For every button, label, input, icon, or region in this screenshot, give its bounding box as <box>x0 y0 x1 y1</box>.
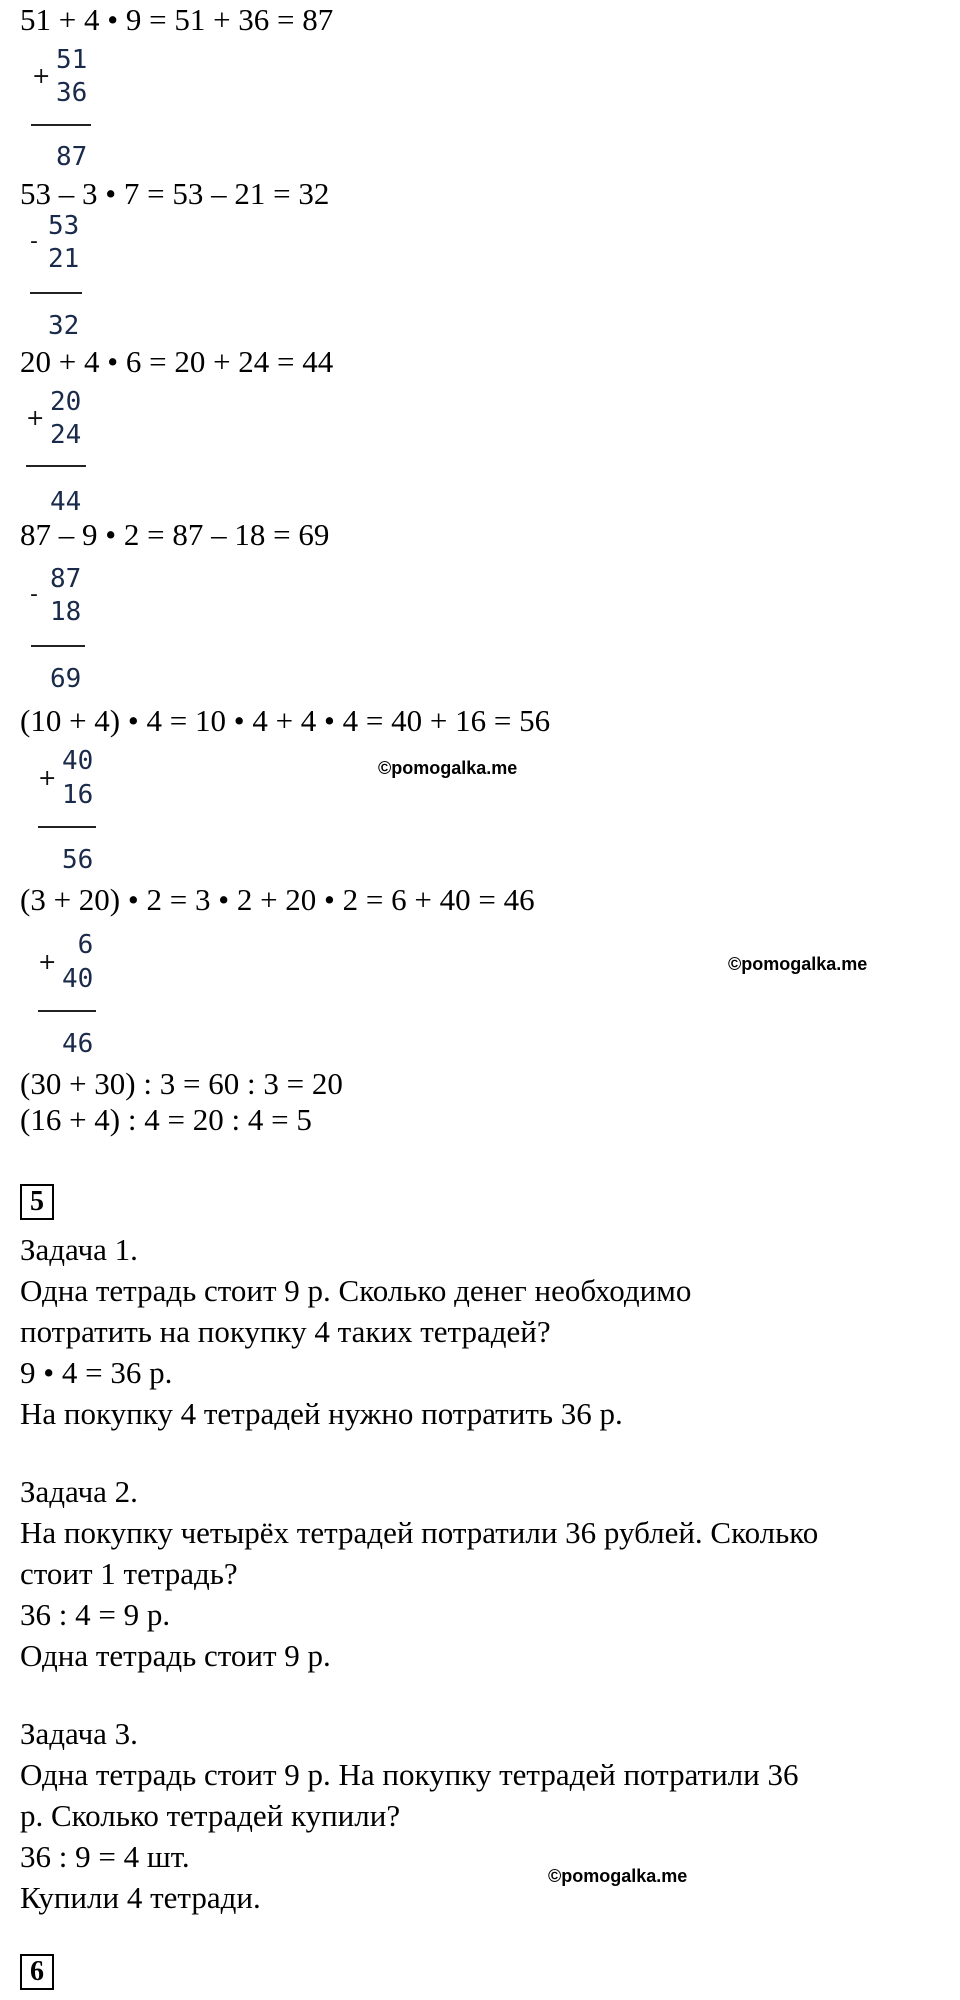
column-divider <box>30 292 82 294</box>
column-operand-1a: 51 <box>56 45 88 75</box>
column-operand-5a: 40 <box>62 746 94 776</box>
column-divider <box>31 645 85 647</box>
task-2-line: стоит 1 тетрадь? <box>20 1556 238 1591</box>
watermark: ©pomogalka.me <box>378 758 518 778</box>
column-divider <box>38 1010 96 1012</box>
column-divider <box>31 124 91 126</box>
column-result-1: 87 <box>56 142 88 172</box>
task-1-solution: 9 • 4 = 36 р. <box>20 1355 173 1390</box>
column-divider <box>26 465 86 467</box>
column-operator-3: + <box>26 406 45 431</box>
column-result-4: 69 <box>50 664 82 694</box>
column-operand-1b: 36 <box>56 78 88 108</box>
column-operator-4: - <box>30 582 38 607</box>
task-1-answer: На покупку 4 тетрадей нужно потратить 36 р. <box>20 1396 623 1431</box>
task-2-line: На покупку четырёх тетрадей потратили 36 рублей. Сколько <box>20 1515 819 1550</box>
column-result-2: 32 <box>48 311 80 341</box>
equation-5: (10 + 4) • 4 = 10 • 4 + 4 • 4 = 40 + 16 = 56 <box>20 703 551 738</box>
equation-4: 87 – 9 • 2 = 87 – 18 = 69 <box>20 517 330 552</box>
equation-8: (16 + 4) : 4 = 20 : 4 = 5 <box>20 1102 312 1137</box>
equation-2: 53 – 3 • 7 = 53 – 21 = 32 <box>20 176 330 211</box>
column-operand-3a: 20 <box>50 387 82 417</box>
task-1-title: Задача 1. <box>20 1232 138 1267</box>
column-divider <box>38 826 96 828</box>
column-result-6: 46 <box>62 1029 94 1059</box>
task-3-line: р. Сколько тетрадей купили? <box>20 1798 401 1833</box>
task-3-solution: 36 : 9 = 4 шт. <box>20 1839 190 1874</box>
column-operand-3b: 24 <box>50 420 82 450</box>
column-operator-6: + <box>38 950 57 975</box>
column-operand-2a: 53 <box>48 211 80 241</box>
column-operator-1: + <box>32 64 51 89</box>
task-1-line: Одна тетрадь стоит 9 р. Сколько денег необходимо <box>20 1273 692 1308</box>
task-3-line: Одна тетрадь стоит 9 р. На покупку тетрадей потратили 36 <box>20 1757 799 1792</box>
equation-1: 51 + 4 • 9 = 51 + 36 = 87 <box>20 2 334 37</box>
task-1-line: потратить на покупку 4 таких тетрадей? <box>20 1314 551 1349</box>
column-operand-4b: 18 <box>50 597 82 627</box>
section-number-6: 6 <box>20 1954 54 1990</box>
watermark: ©pomogalka.me <box>548 1866 688 1886</box>
column-operator-5: + <box>38 766 57 791</box>
column-result-5: 56 <box>62 845 94 875</box>
column-operand-6b: 40 <box>62 964 94 994</box>
equation-6: (3 + 20) • 2 = 3 • 2 + 20 • 2 = 6 + 40 = 46 <box>20 882 535 917</box>
task-2-title: Задача 2. <box>20 1474 138 1509</box>
task-2-solution: 36 : 4 = 9 р. <box>20 1597 171 1632</box>
column-operator-2: - <box>30 229 38 254</box>
task-2-answer: Одна тетрадь стоит 9 р. <box>20 1638 331 1673</box>
column-operand-2b: 21 <box>48 244 80 274</box>
column-result-3: 44 <box>50 487 82 517</box>
equation-3: 20 + 4 • 6 = 20 + 24 = 44 <box>20 344 334 379</box>
task-3-answer: Купили 4 тетради. <box>20 1880 261 1915</box>
column-operand-5b: 16 <box>62 780 94 810</box>
column-operand-6a: 6 <box>62 930 94 960</box>
section-number-5: 5 <box>20 1184 54 1220</box>
watermark: ©pomogalka.me <box>728 954 868 974</box>
task-3-title: Задача 3. <box>20 1716 138 1751</box>
equation-7: (30 + 30) : 3 = 60 : 3 = 20 <box>20 1066 343 1101</box>
column-operand-4a: 87 <box>50 564 82 594</box>
